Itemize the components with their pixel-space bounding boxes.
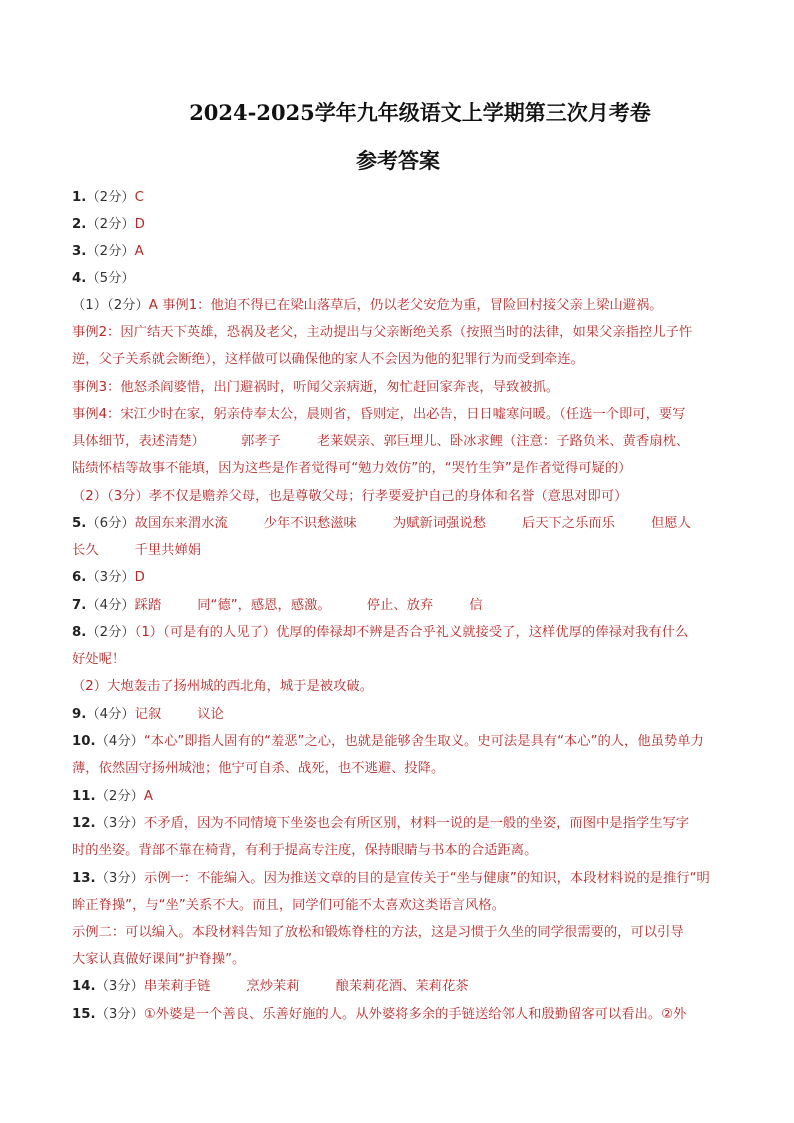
answer-line bbox=[72, 406, 722, 423]
question-score: （3分） bbox=[95, 1007, 144, 1022]
answer-text: 老莱娱亲、郭巨埋儿、卧冰求鲤（注意：子路负米、黄香扇枕、 bbox=[316, 434, 690, 449]
answer-choice: A bbox=[143, 789, 154, 804]
question-number: 6. bbox=[72, 570, 87, 585]
question-score: （2分） bbox=[86, 217, 135, 232]
question-number: 7. bbox=[72, 598, 87, 613]
page-subtitle: 参考答案 bbox=[356, 148, 440, 173]
answer-text: 后天下之乐而乐 bbox=[521, 516, 615, 531]
answer-line bbox=[72, 515, 722, 532]
answer-text: 为赋新词强说愁 bbox=[392, 516, 486, 531]
answer-line bbox=[72, 870, 722, 887]
answer-text: （1）（可是有的人见了）优厚的俸禄却不辨是否合乎礼义就接受了，这样优厚的俸禄对我有什么 bbox=[134, 625, 689, 640]
answer-text: 少年不识愁滋味 bbox=[263, 516, 357, 531]
answer-line bbox=[72, 733, 722, 750]
question-score: （3分） bbox=[86, 570, 135, 585]
sub-question-score: （1）（2分） bbox=[72, 298, 149, 313]
question-number: 4. bbox=[72, 271, 87, 286]
answer-text: ①外婆是一个善良、乐善好施的人。从外婆将多余的手链送给邻人和殷勤留客可以看出。②外 bbox=[143, 1007, 687, 1022]
answer-text: 同“德”，感恩，感激。 bbox=[197, 598, 331, 613]
answer-choice: D bbox=[134, 217, 145, 232]
answer-line bbox=[72, 924, 722, 941]
answer-line bbox=[72, 624, 722, 641]
answer-text: 时的坐姿。背部不靠在椅背，有利于提高专注度，保持眼睛与书本的合适距离。 bbox=[72, 843, 538, 858]
question-score: （4分） bbox=[86, 707, 135, 722]
answer-line bbox=[72, 760, 722, 777]
answer-line bbox=[72, 1006, 722, 1023]
answer-text: 事例3：他怒杀阎婆惜，出门避祸时，听闻父亲病逝，匆忙赶回家奔丧，导致被抓。 bbox=[72, 380, 560, 395]
answer-text: 千里共婵娟 bbox=[134, 543, 202, 558]
answer-line bbox=[72, 379, 722, 396]
page-title: 2024-2025学年九年级语文上学期第三次月考卷 bbox=[189, 100, 651, 125]
answer-line bbox=[72, 324, 722, 341]
answer-text: “本心”即指人固有的“羞恶”之心，也就是能够舍生取义。史可法是具有“本心”的人，他虽势单力 bbox=[143, 734, 704, 749]
answer-text: 薄，依然固守扬州城池；他宁可自杀、战死，也不逃避、投降。 bbox=[72, 761, 445, 776]
answer-line bbox=[72, 243, 722, 260]
answer-text: （2）（3分）孝不仅是赡养父母，也是尊敬父母；行孝要爱护自己的身体和名誉（意思对即可） bbox=[72, 489, 628, 504]
question-score: （4分） bbox=[86, 598, 135, 613]
question-number: 12. bbox=[72, 816, 96, 831]
answer-line bbox=[72, 569, 722, 586]
question-score: （2分） bbox=[86, 625, 135, 640]
question-number: 8. bbox=[72, 625, 87, 640]
question-number: 9. bbox=[72, 707, 87, 722]
question-score: （5分） bbox=[86, 271, 135, 286]
answer-line bbox=[72, 651, 722, 668]
answer-text: 长久 bbox=[72, 543, 99, 558]
answer-text: 眸正脊操”，与“坐”关系不大。而且，同学们可能不太喜欢这类语言风格。 bbox=[72, 898, 505, 913]
answer-line bbox=[72, 542, 722, 559]
answer-line bbox=[72, 951, 722, 968]
answer-text: 郭孝子 bbox=[240, 434, 281, 449]
answer-text: 信 bbox=[469, 598, 483, 613]
question-number: 15. bbox=[72, 1007, 96, 1022]
answer-text: 但愿人 bbox=[650, 516, 691, 531]
answer-text: 事例2：因广结天下英雄，恐祸及老父，主动提出与父亲断绝关系（按照当时的法律，如果父亲指控儿子忤 bbox=[72, 325, 693, 340]
answer-text: 事例4：宋江少时在家，躬亲侍奉太公，晨则省，昏则定，出必告，日日嘘寒问暖。（任选一个即可，要写 bbox=[72, 407, 686, 422]
answer-text: 烹炒茉莉 bbox=[246, 979, 300, 994]
answer-choice: D bbox=[134, 570, 145, 585]
answer-line bbox=[72, 706, 722, 723]
question-number: 3. bbox=[72, 244, 87, 259]
question-number: 11. bbox=[72, 789, 96, 804]
answer-text: 议论 bbox=[197, 707, 224, 722]
answer-text: 示例一：不能编入。因为推送文章的目的是宣传关于“坐与健康”的知识，本段材料说的是推行“明 bbox=[143, 871, 710, 886]
answer-text: 故国东来渭水流 bbox=[134, 516, 228, 531]
answer-text: 记叙 bbox=[134, 707, 162, 722]
answer-choice: A bbox=[148, 298, 158, 313]
answer-line bbox=[72, 433, 722, 450]
answer-line bbox=[72, 978, 722, 995]
answer-line bbox=[72, 189, 722, 206]
answer-text: （2）大炮轰击了扬州城的西北角，城于是被攻破。 bbox=[72, 679, 373, 694]
question-score: （2分） bbox=[95, 789, 144, 804]
answer-text: 示例二：可以编入。本段材料告知了放松和锻炼脊柱的方法，这是习惯于久坐的同学很需要的，可以引导 bbox=[72, 925, 684, 940]
answer-line bbox=[72, 597, 722, 614]
question-score: （2分） bbox=[86, 190, 135, 205]
question-number: 2. bbox=[72, 217, 87, 232]
question-score: （6分） bbox=[86, 516, 135, 531]
question-score: （3分） bbox=[95, 816, 144, 831]
answer-text: 大家认真做好课间“护脊操”。 bbox=[72, 952, 246, 967]
answer-line bbox=[72, 842, 722, 859]
answer-text: 具体细节，表述清楚） bbox=[72, 434, 205, 449]
question-number: 14. bbox=[72, 979, 96, 994]
answer-text: 停止、放弃 bbox=[366, 598, 434, 613]
answer-line bbox=[72, 270, 722, 287]
answer-line bbox=[72, 788, 722, 805]
answer-line bbox=[72, 815, 722, 832]
answer-line bbox=[72, 216, 722, 233]
answer-line bbox=[72, 351, 722, 368]
question-number: 10. bbox=[72, 734, 96, 749]
answer-choice: C bbox=[134, 190, 144, 205]
answer-line bbox=[72, 297, 722, 314]
question-number: 1. bbox=[72, 190, 87, 205]
question-score: （3分） bbox=[95, 979, 144, 994]
answer-text: 事例1：他迫不得已在梁山落草后，仍以老父安危为重，冒险回村接父亲上梁山避祸。 bbox=[162, 298, 663, 313]
question-score: （2分） bbox=[86, 244, 135, 259]
answer-text: 逆，父子关系就会断绝），这样做可以确保他的家人不会因为他的犯罪行为而受到牵连。 bbox=[72, 352, 584, 367]
question-number: 5. bbox=[72, 516, 87, 531]
question-number: 13. bbox=[72, 871, 96, 886]
answer-choice: A bbox=[134, 244, 144, 259]
answer-text: 踩踏 bbox=[134, 598, 162, 613]
question-score: （4分） bbox=[95, 734, 144, 749]
answer-line bbox=[72, 460, 722, 477]
answer-text: 不矛盾，因为不同情境下坐姿也会有所区别，材料一说的是一般的坐姿，而图中是指学生写字 bbox=[143, 816, 690, 831]
question-score: （3分） bbox=[95, 871, 144, 886]
answer-text: 串茉莉手链 bbox=[143, 979, 211, 994]
answer-text: 酿茉莉花酒、茉莉花茶 bbox=[335, 979, 469, 994]
answer-text: 陆绩怀桔等故事不能填，因为这些是作者觉得可“勉力效仿”的，“哭竹生笋”是作者觉得可疑的） bbox=[72, 461, 632, 476]
answer-text: 好处呢！ bbox=[72, 652, 126, 667]
answer-line bbox=[72, 897, 722, 914]
answer-line bbox=[72, 488, 722, 505]
answer-line bbox=[72, 678, 722, 695]
